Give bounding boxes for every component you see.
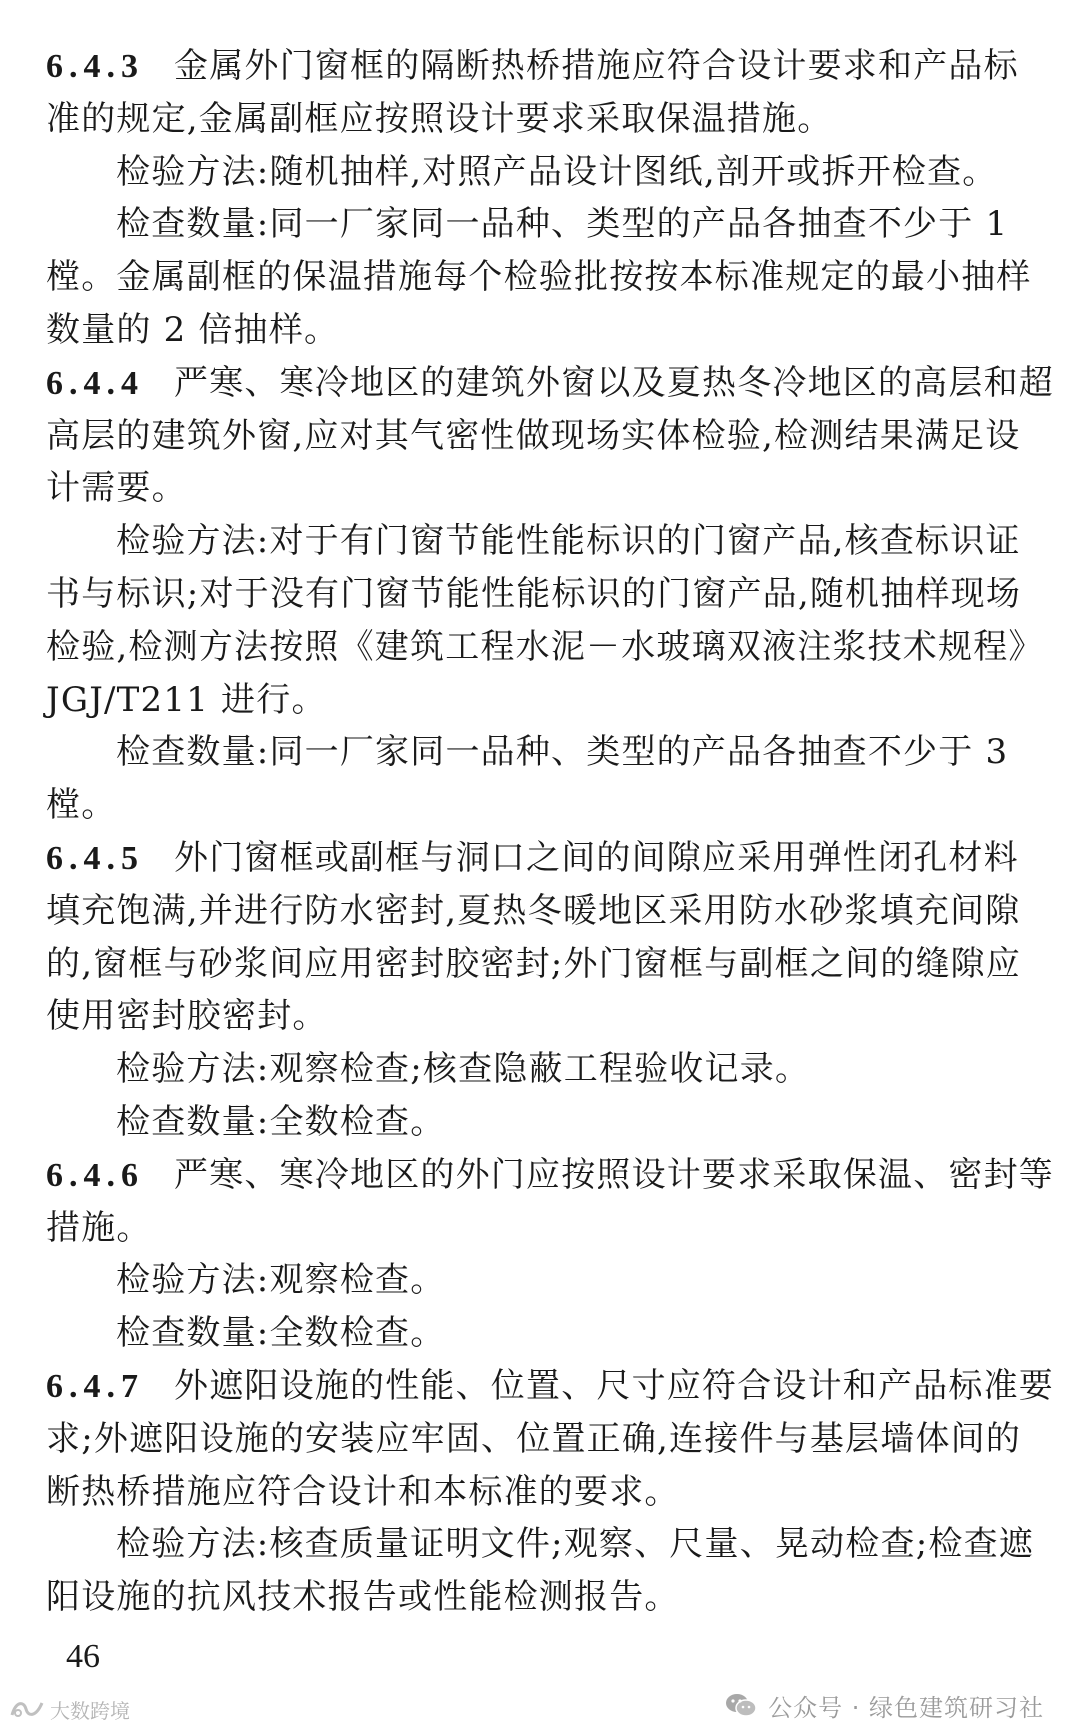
logo-icon — [8, 1697, 46, 1721]
clause-number: 6.4.3 — [46, 48, 144, 85]
inspection-method-line: 检验方法:对于有门窗节能性能标识的门窗产品,核查标识证 — [116, 521, 1021, 562]
clause-6-4-4 — [46, 357, 1054, 832]
clause-text: 准的规定,金属副框应按照设计要求采取保温措施。 — [46, 98, 833, 139]
inspection-quantity-line: 数量的 2 倍抽样。 — [46, 309, 340, 350]
clause-text-line — [46, 1360, 1054, 1413]
clause-text: 的,窗框与砂浆间应用密封胶密封;外门窗框与副框之间的缝隙应 — [46, 943, 1022, 984]
clause-text-line — [46, 40, 1032, 93]
clause-text-line — [46, 357, 1054, 410]
inspection-method-line: 检验方法:观察检查。 — [116, 1260, 446, 1301]
clause-text: 措施。 — [46, 1207, 152, 1248]
inspection-quantity-line: 樘。金属副框的保温措施每个检验批按按本标准规定的最小抽样 — [46, 257, 1032, 298]
clause-text-line — [46, 832, 1032, 885]
clause-number: 6.4.5 — [46, 839, 144, 877]
clause-number: 6.4.6 — [46, 1156, 144, 1194]
inspection-method-line: 检验方法:核查质量证明文件;观察、尺量、晃动检查;检查遮 — [116, 1524, 1034, 1565]
clause-text-line — [46, 885, 1032, 938]
clause-text: 使用密封胶密封。 — [46, 996, 328, 1037]
clause-text: 填充饱满,并进行防水密封,夏热冬暖地区采用防水砂浆填充间隙 — [46, 890, 1021, 931]
clause-6-4-7 — [46, 1360, 1054, 1624]
clause-number: 6.4.4 — [46, 364, 144, 402]
inspection-method-line: 书与标识;对于没有门窗节能性能标识的门窗产品,随机抽样现场 — [46, 573, 1022, 614]
clause-text-line — [46, 990, 1032, 1043]
inspection-quantity-line: 检查数量:全数检查。 — [116, 1313, 446, 1354]
clause-text: 严寒、寒冷地区的外门应按照设计要求采取保温、密封等 — [174, 1154, 1054, 1195]
clause-text-line — [46, 462, 1032, 515]
inspection-method-line: 阳设施的抗风技术报告或性能检测报告。 — [46, 1577, 680, 1618]
inspection-quantity-line: 检查数量:同一厂家同一品种、类型的产品各抽查不少于 3 — [116, 732, 1009, 773]
wechat-icon — [724, 1692, 758, 1718]
clause-6-4-3 — [46, 40, 1032, 357]
watermark-left — [8, 1696, 130, 1722]
clause-text-line — [46, 1149, 1054, 1202]
inspection-method-line: 检验,检测方法按照《建筑工程水泥－水玻璃双液注浆技术规程》 — [46, 626, 1044, 667]
clause-text: 外遮阳设施的性能、位置、尺寸应符合设计和产品标准要 — [174, 1365, 1054, 1406]
clause-text-line — [46, 938, 1032, 991]
clause-text-line — [46, 1202, 1032, 1255]
clause-text-line — [46, 1413, 1032, 1466]
clause-text: 高层的建筑外窗,应对其气密性做现场实体检验,检测结果满足设 — [46, 415, 1021, 456]
clause-text: 求;外遮阳设施的安装应牢固、位置正确,连接件与基层墙体间的 — [46, 1418, 1022, 1459]
inspection-method-line: 检验方法:观察检查;核查隐蔽工程验收记录。 — [116, 1049, 811, 1090]
watermark-right-text: 公众号 · 绿色建筑研习社 — [768, 1693, 1044, 1722]
inspection-quantity-line: 检查数量:全数检查。 — [116, 1101, 446, 1142]
clause-text: 计需要。 — [46, 468, 187, 509]
clause-text: 断热桥措施应符合设计和本标准的要求。 — [46, 1471, 680, 1512]
clause-text: 外门窗框或副框与洞口之间的间隙应采用弹性闭孔材料 — [174, 837, 1019, 878]
clause-6-4-6 — [46, 1149, 1054, 1360]
inspection-quantity-line: 樘。 — [46, 785, 117, 826]
page-number: 46 — [66, 1638, 100, 1675]
clause-text-line — [46, 93, 1032, 146]
inspection-method-line: JGJ/T211 进行。 — [46, 679, 327, 720]
watermark-left-text: 大数跨境 — [50, 1698, 130, 1723]
inspection-quantity-line: 检查数量:同一厂家同一品种、类型的产品各抽查不少于 1 — [116, 204, 1009, 245]
watermark-right — [724, 1690, 1044, 1720]
clause-text: 严寒、寒冷地区的建筑外窗以及夏热冬冷地区的高层和超 — [174, 362, 1054, 403]
clause-text: 金属外门窗框的隔断热桥措施应符合设计要求和产品标 — [174, 46, 1019, 86]
clause-6-4-5 — [46, 832, 1032, 1149]
clause-text-line — [46, 1466, 1032, 1519]
clause-number: 6.4.7 — [46, 1367, 144, 1405]
clause-text-line — [46, 410, 1032, 463]
document-body — [46, 40, 1054, 1624]
inspection-method-line: 检验方法:随机抽样,对照产品设计图纸,剖开或拆开检查。 — [116, 151, 998, 192]
